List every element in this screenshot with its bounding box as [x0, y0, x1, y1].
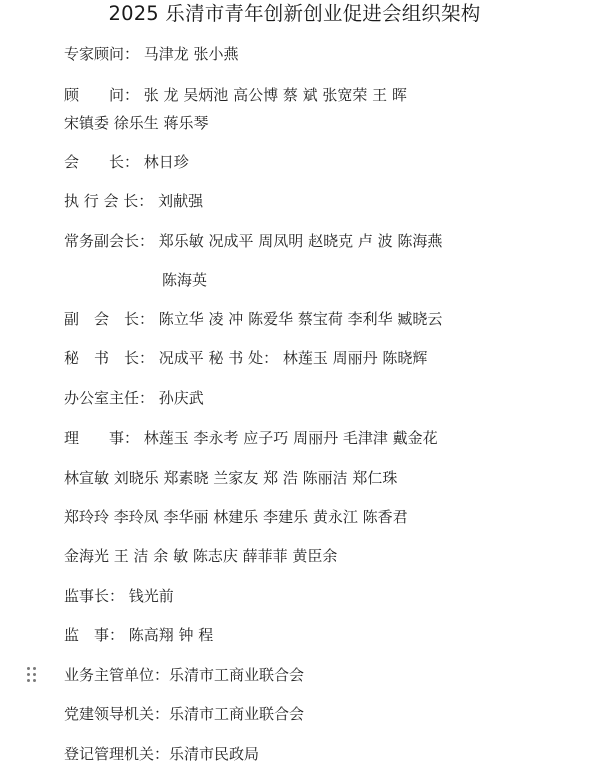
- line-standing-vice-presidents: 常务副会长： 郑乐敏 况成平 周凤明 赵晓克 卢 波 陈海燕: [64, 232, 443, 250]
- line-supervising-unit: 业务主管单位：乐清市工商业联合会: [64, 666, 305, 684]
- line-chief-supervisor: 监事长： 钱光前: [64, 587, 174, 605]
- line-party-building-authority: 党建领导机关：乐清市工商业联合会: [64, 705, 305, 723]
- line-directors-cont-1: 林宣敏 刘晓乐 郑素晓 兰家友 郑 浩 陈丽洁 郑仁珠: [64, 469, 398, 487]
- line-supervisors: 监 事： 陈高翔 钟 程: [64, 626, 214, 644]
- line-expert-advisors: 专家顾问： 马津龙 张小燕: [64, 45, 239, 63]
- drag-handle-dot: [27, 673, 30, 676]
- line-directors: 理 事： 林莲玉 李永考 应子巧 周丽丹 毛津津 戴金花: [64, 429, 438, 447]
- document-title: 2025 乐清市青年创新创业促进会组织架构: [108, 2, 481, 25]
- drag-handle-dot: [33, 679, 36, 682]
- line-office-director: 办公室主任： 孙庆武: [64, 389, 204, 407]
- drag-handle-dot: [33, 673, 36, 676]
- line-advisors-cont: 宋镇委 徐乐生 蒋乐琴: [64, 114, 209, 132]
- drag-handle-dot: [33, 667, 36, 670]
- line-directors-cont-2: 郑玲玲 李玲凤 李华丽 林建乐 李建乐 黄永江 陈香君: [64, 508, 408, 526]
- line-directors-cont-3: 金海光 王 洁 余 敏 陈志庆 薛菲菲 黄臣余: [64, 547, 338, 565]
- line-standing-vice-presidents-cont: 陈海英: [162, 271, 208, 289]
- line-advisors: 顾 问： 张 龙 吴炳池 高公博 蔡 斌 张宽荣 王 晖: [64, 86, 407, 104]
- line-secretary-general: 秘 书 长： 况成平 秘 书 处： 林莲玉 周丽丹 陈晓辉: [64, 349, 428, 367]
- line-president: 会 长： 林日珍: [64, 153, 189, 171]
- drag-handle-dot: [27, 679, 30, 682]
- line-registration-authority: 登记管理机关：乐清市民政局: [64, 745, 260, 763]
- line-vice-presidents: 副 会 长： 陈立华 凌 冲 陈爱华 蔡宝荷 李利华 臧晓云: [64, 310, 443, 328]
- drag-handle-dot: [27, 667, 30, 670]
- line-executive-president: 执 行 会 长： 刘献强: [64, 192, 204, 210]
- drag-handle-icon[interactable]: [27, 667, 37, 683]
